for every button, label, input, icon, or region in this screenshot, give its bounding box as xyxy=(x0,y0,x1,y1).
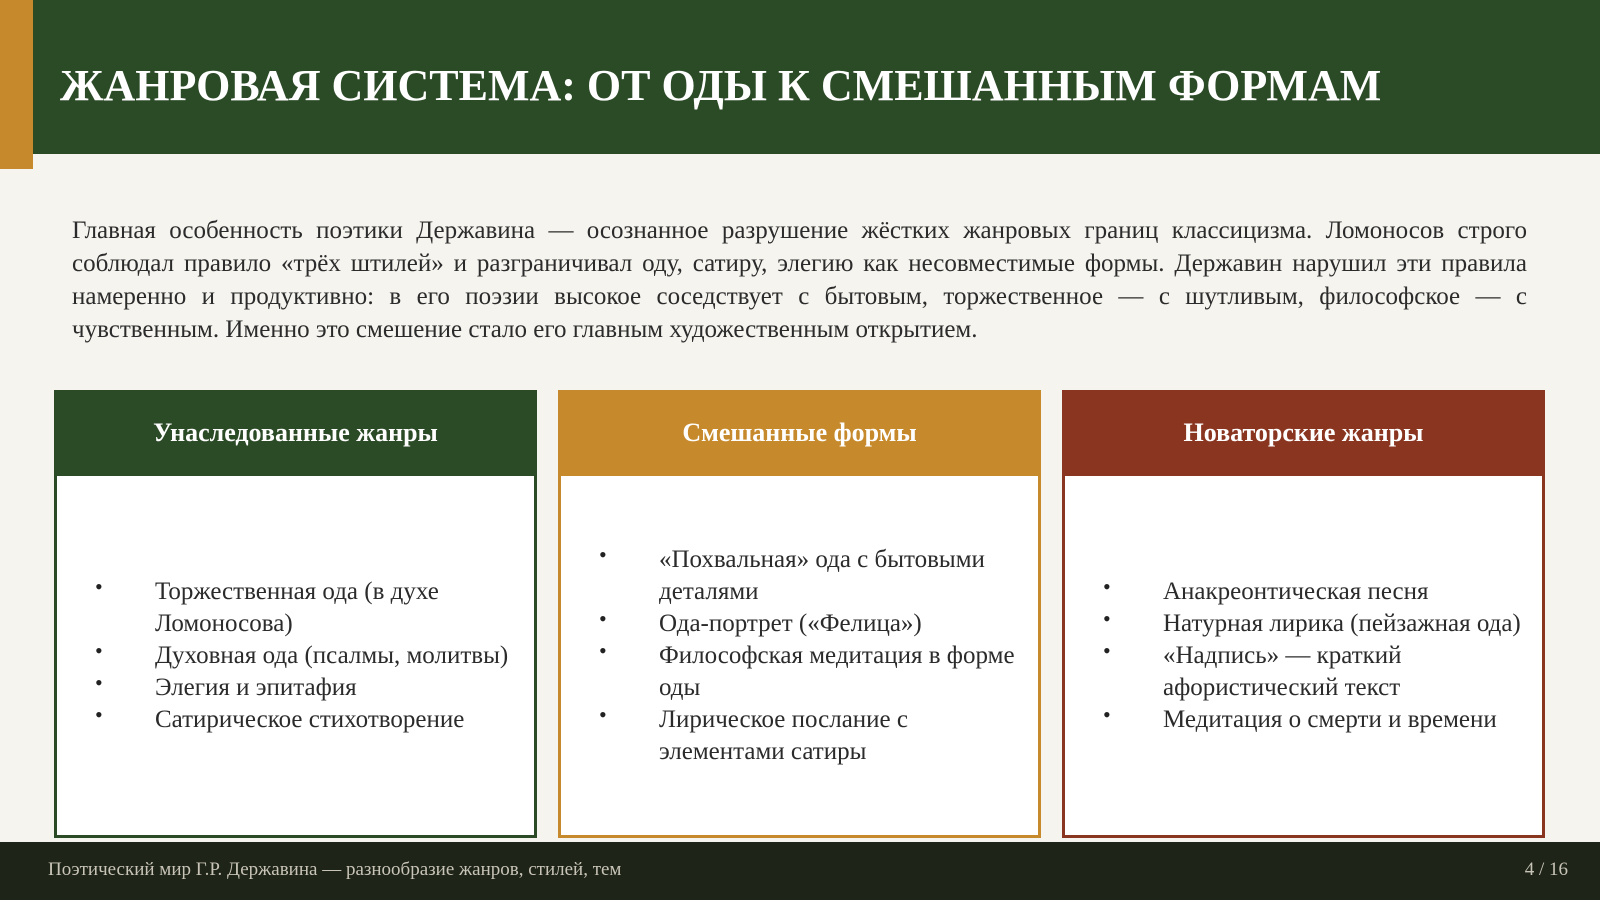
list-item-text: «Похвальная» ода с бытовыми деталями xyxy=(659,545,985,605)
list-item xyxy=(95,573,514,640)
list-item xyxy=(95,637,514,672)
list-item-text: Анакреонтическая песня xyxy=(1163,577,1429,605)
mixed-forms-heading: Смешанные формы xyxy=(558,390,1041,476)
bullet-icon: • xyxy=(599,541,607,567)
list-item-text: Философская медитация в форме оды xyxy=(659,641,1015,701)
mixed-forms-body xyxy=(561,476,1038,835)
list-item-text: Лирическое послание с элементами сатиры xyxy=(659,705,908,765)
bullet-icon: • xyxy=(1103,605,1111,631)
list-item xyxy=(1103,605,1522,640)
inherited-genres-card xyxy=(54,390,537,838)
page-number: 4 / 16 xyxy=(1524,859,1568,880)
bullet-icon: • xyxy=(599,637,607,663)
list-item xyxy=(1103,637,1522,704)
footer-caption: Поэтический мир Г.Р. Державина — разнообразие жанров, стилей, тем xyxy=(48,859,622,880)
intro-paragraph: Главная особенность поэтики Державина — осознанное разрушение жёстких жанровых границ классицизма. Ломоносов строго соблюдал правило «трёх штилей» и разграничивал оду, сатиру, элегию как несовместимые формы. Державин нарушил эти правила намеренно и продуктивно: в его поэзии высокое соседствует с бытовым, торжественное — с шутливым, философское — с чувственным. Именно это смешение стало его главным художественным открытием. xyxy=(72,217,1527,343)
list-item-text: Натурная лирика (пейзажная ода) xyxy=(1163,609,1521,637)
bullet-icon: • xyxy=(95,573,103,599)
innovative-genres-list xyxy=(1103,573,1522,736)
mixed-forms-list xyxy=(599,541,1018,768)
bullet-icon: • xyxy=(95,669,103,695)
list-item-text: Медитация о смерти и времени xyxy=(1163,705,1497,733)
footer-bar xyxy=(0,842,1600,900)
inherited-genres-body xyxy=(57,476,534,835)
mixed-forms-card xyxy=(558,390,1041,838)
list-item-text: Торжественная ода (в духе Ломоносова) xyxy=(155,577,439,637)
bullet-icon: • xyxy=(95,701,103,727)
innovative-genres-heading: Новаторские жанры xyxy=(1062,390,1545,476)
list-item-text: «Надпись» — краткий афористический текст xyxy=(1163,641,1402,701)
list-item xyxy=(1103,573,1522,608)
list-item-text: Сатирическое стихотворение xyxy=(155,705,465,733)
bullet-icon: • xyxy=(95,637,103,663)
list-item xyxy=(599,541,1018,608)
list-item xyxy=(1103,701,1522,736)
slide-title: ЖАНРОВАЯ СИСТЕМА: ОТ ОДЫ К СМЕШАННЫМ ФОРМАМ xyxy=(60,61,1382,110)
list-item-text: Ода-портрет («Фелица») xyxy=(659,609,922,637)
list-item xyxy=(95,669,514,704)
list-item xyxy=(95,701,514,736)
inherited-genres-list xyxy=(95,573,514,736)
list-item xyxy=(599,637,1018,704)
bullet-icon: • xyxy=(1103,573,1111,599)
innovative-genres-card xyxy=(1062,390,1545,838)
list-item-text: Духовная ода (псалмы, молитвы) xyxy=(155,641,509,669)
bullet-icon: • xyxy=(599,605,607,631)
list-item xyxy=(599,701,1018,768)
bullet-icon: • xyxy=(599,701,607,727)
innovative-genres-body xyxy=(1065,476,1542,835)
bullet-icon: • xyxy=(1103,701,1111,727)
list-item-text: Элегия и эпитафия xyxy=(155,673,357,701)
inherited-genres-heading: Унаследованные жанры xyxy=(54,390,537,476)
list-item xyxy=(599,605,1018,640)
accent-stripe xyxy=(0,0,33,169)
bullet-icon: • xyxy=(1103,637,1111,663)
